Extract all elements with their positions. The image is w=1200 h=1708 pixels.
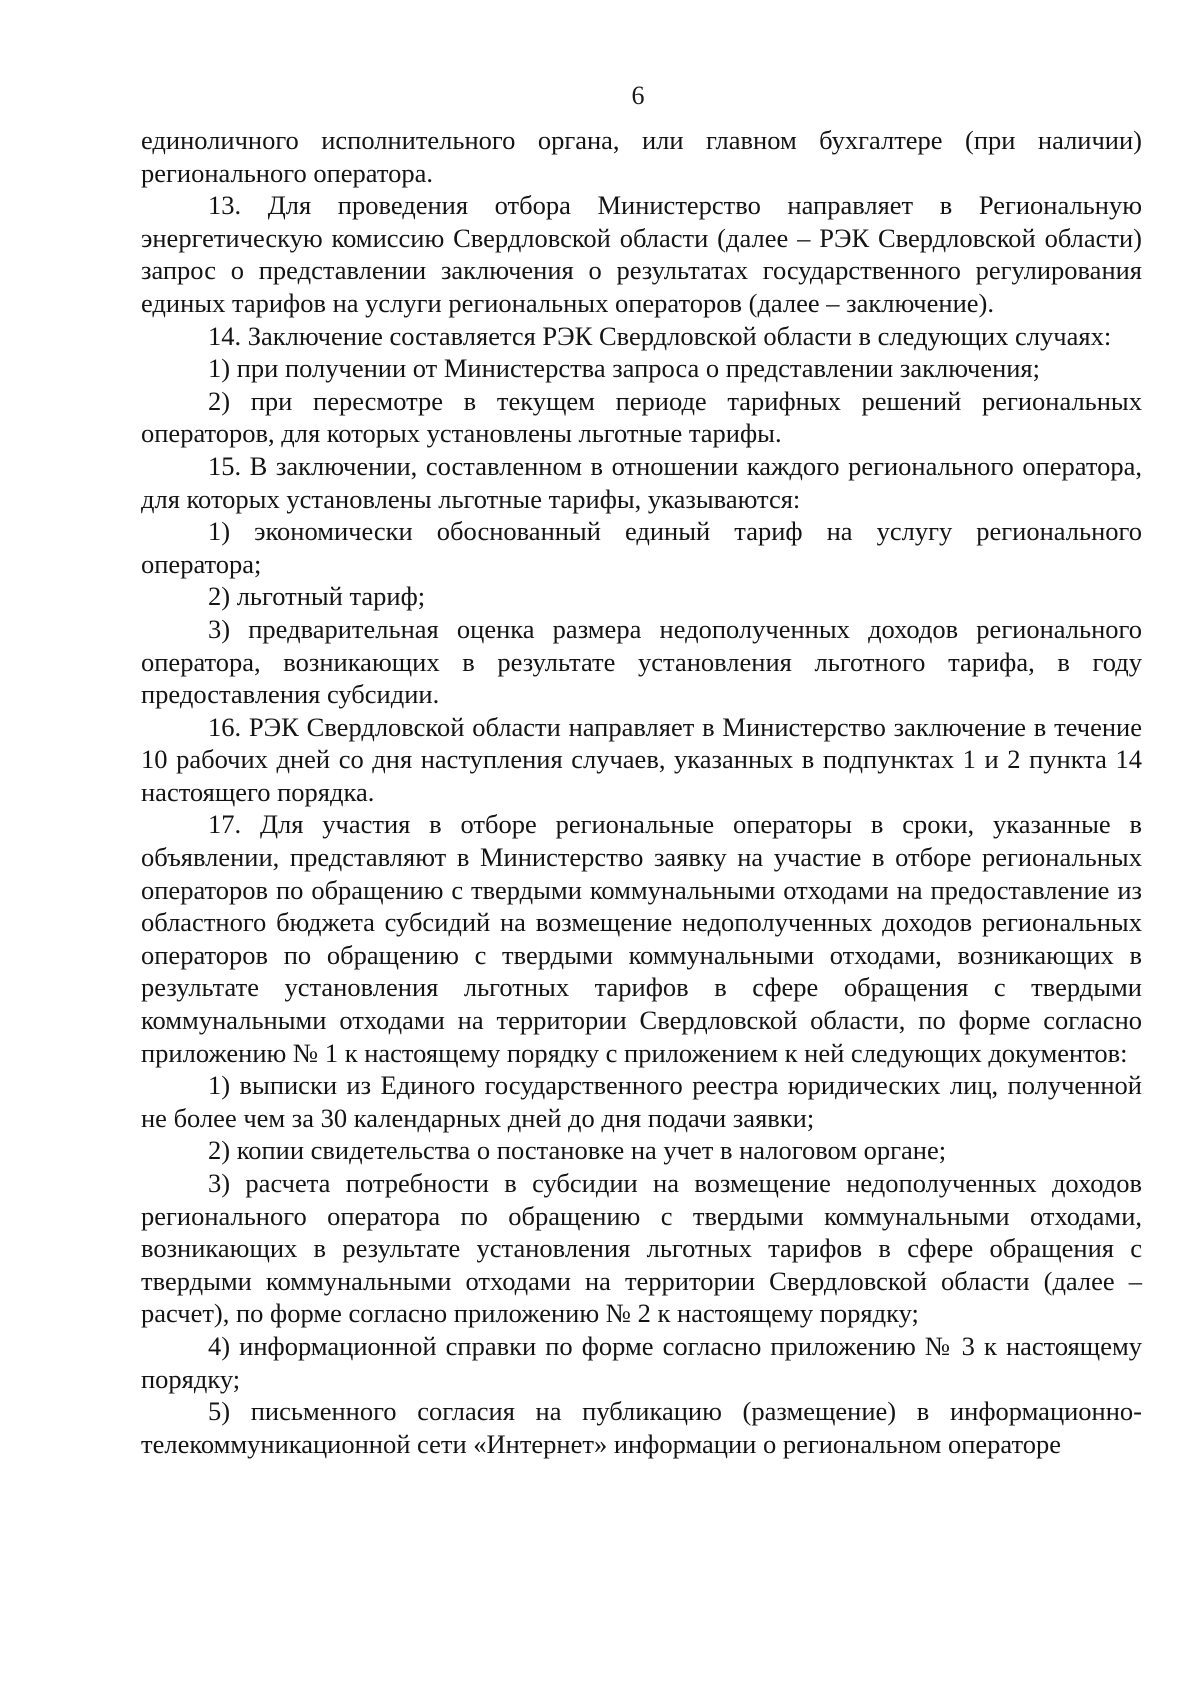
paragraph: единоличного исполнительного органа, или главном бухгалтере (при наличии) регионального оператора. <box>141 125 1142 188</box>
paragraph: 1) выписки из Единого государственного реестра юридических лиц, полученной не более чем за 30 календарных дней до дня подачи заявки; <box>141 1070 1142 1133</box>
paragraph: 16. РЭК Свердловской области направляет в Министерство заключение в течение 10 рабочих дней со дня наступления случаев, указанных в подпунктах 1 и 2 пункта 14 настоящего порядка. <box>141 711 1142 807</box>
paragraph: 4) информационной справки по форме согласно приложению № 3 к настоящему порядку; <box>141 1330 1142 1394</box>
paragraph: 3) расчета потребности в субсидии на возмещение недополученных доходов регионального оператора по обращению с твердыми коммунальными отходами, возникающих в результате установления льготных тарифов в сфере обращения с твердыми коммунальными отходами на территории Свердловской области (далее – расчет), по форме согласно приложению № 2 к настоящему порядку; <box>141 1168 1142 1329</box>
page-number: 6 <box>631 81 645 110</box>
paragraph: 17. Для участия в отборе региональные операторы в сроки, указанные в объявлении, представляют в Министерство заявку на участие в отборе региональных операторов по обращению с твердыми коммунальными отходами на предоставление из областного бюджета субсидий на возмещение недополученных доходов региональных операторов по обращению с твердыми коммунальными отходами, возникающих в результате установления льготных тарифов в сфере обращения с твердыми коммунальными отходами на территории Свердловской области, по форме согласно приложению № 1 к настоящему порядку с приложением к ней следующих документов: <box>141 809 1142 1068</box>
paragraph: 1) экономически обоснованный единый тариф на услугу регионального оператора; <box>141 516 1142 579</box>
paragraph: 2) при пересмотре в текущем периоде тарифных решений региональных операторов, для которых установлены льготные тарифы. <box>141 385 1142 449</box>
paragraph: 3) предварительная оценка размера недополученных доходов регионального оператора, возникающих в результате установления льготного тарифа, в году предоставления субсидии. <box>141 613 1142 710</box>
paragraph: 5) письменного согласия на публикацию (размещение) в информационно-телекоммуникационной сети «Интернет» информации о региональном операторе <box>141 1396 1142 1459</box>
paragraph: 2) копии свидетельства о постановке на учет в налоговом органе; <box>208 1135 947 1166</box>
paragraph: 15. В заключении, составленном в отношении каждого регионального оператора, для которых установлены льготные тарифы, указываются: <box>141 450 1142 514</box>
document-body <box>141 124 1142 1460</box>
paragraph: 13. Для проведения отбора Министерство направляет в Региональную энергетическую комиссию Свердловской области (далее – РЭК Свердловской области) запрос о представлении заключения о результатах государственного регулирования единых тарифов на услуги региональных операторов (далее – заключение). <box>141 190 1142 318</box>
paragraph: 2) льготный тариф; <box>208 581 426 612</box>
paragraph: 1) при получении от Министерства запроса о представлении заключения; <box>208 353 1040 384</box>
paragraph: 14. Заключение составляется РЭК Свердловской области в следующих случаях: <box>208 320 1112 351</box>
